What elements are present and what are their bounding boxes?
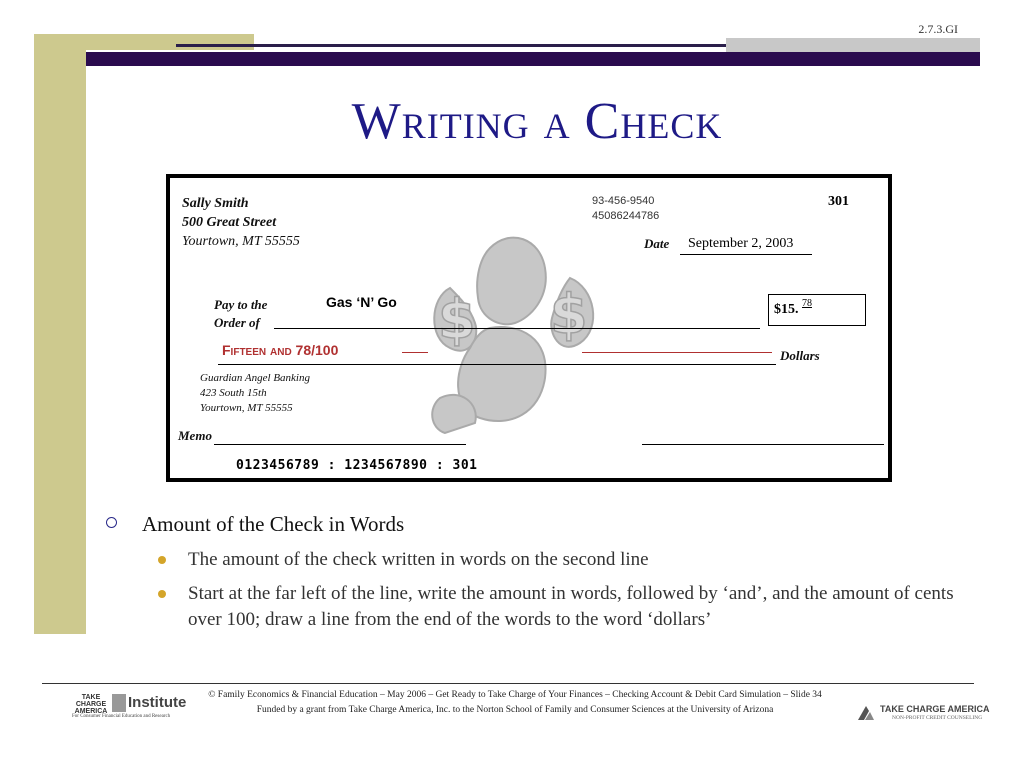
memo-line	[214, 444, 466, 445]
bank-address	[200, 371, 310, 416]
svg-text:$: $	[550, 283, 588, 346]
phone-number: 93-456-9540	[592, 195, 655, 207]
decor-top-line	[176, 44, 728, 47]
words-fill-line-b	[582, 352, 772, 353]
account-reference: 45086244786	[592, 210, 660, 222]
holder-street: 500 Great Street	[182, 215, 277, 230]
amount-in-words: Fifteen and 78/100	[222, 342, 339, 358]
slide-title: Writing a Check	[351, 93, 723, 150]
institute-logo-icon	[112, 694, 126, 712]
micr-line: 0123456789 : 1234567890 : 301	[236, 458, 478, 473]
footer-funding: Funded by a grant from Take Charge America, Inc. to the Norton School of Family and Consumer Sciences at the University of Arizona	[256, 705, 774, 715]
holder-name: Sally Smith	[182, 196, 249, 211]
right-logo-tagline: NON-PROFIT CREDIT COUNSELING	[892, 715, 983, 721]
check-image	[166, 174, 892, 482]
dot-bullet-icon	[158, 590, 166, 598]
decor-purple-bar	[86, 52, 980, 66]
bullet-sub-1-text: The amount of the check written in words on the second line	[188, 549, 649, 570]
bullet-sub-2-text: Start at the far left of the line, write the amount in words, followed by ‘and’, and the amount of cents over 100; draw a line from the end of the words to the word ‘dollars’	[188, 583, 954, 630]
date-value: September 2, 2003	[688, 236, 794, 251]
footer-text	[150, 688, 880, 718]
right-logo-name: TAKE CHARGE AMERICA	[880, 704, 990, 714]
bank-city: Yourtown, MT 55555	[200, 402, 293, 414]
date-label: Date	[644, 236, 670, 251]
amount-dollars: $15.	[774, 302, 799, 317]
routing-info	[592, 194, 659, 224]
logo-mark-icon	[856, 702, 876, 722]
bank-name: Guardian Angel Banking	[200, 372, 310, 384]
holder-city: Yourtown, MT 55555	[182, 234, 300, 249]
institute-logo-name: Institute	[128, 694, 187, 711]
hollow-circle-bullet-icon	[106, 517, 117, 528]
footer-copyright: © Family Economics & Financial Education – May 2006 – Get Ready to Take Charge of Your Finances – Checking Account & Debit Card Simulation – Slide 34	[208, 690, 822, 700]
check-number: 301	[828, 194, 849, 209]
pay-to-line1: Pay to the	[214, 297, 268, 312]
footer-divider	[42, 683, 974, 684]
institute-logo-brand: TAKE CHARGE AMERICA	[74, 694, 108, 715]
pay-to-line2: Order of	[214, 315, 260, 330]
guardian-angel-watermark	[420, 228, 610, 438]
payee-name: Gas ‘N’ Go	[326, 294, 397, 310]
account-holder-address	[182, 194, 300, 251]
dot-bullet-icon	[158, 556, 166, 564]
pay-to-label	[214, 296, 267, 332]
decor-tan-top	[34, 34, 254, 50]
payee-line	[274, 328, 760, 329]
dollars-label: Dollars	[780, 348, 820, 363]
decor-gray-block	[726, 38, 980, 52]
bullet-main-text: Amount of the Check in Words	[142, 512, 405, 536]
bank-street: 423 South 15th	[200, 387, 267, 399]
words-fill-line-a	[402, 352, 428, 353]
signature-line	[642, 444, 884, 445]
date-line	[680, 254, 812, 255]
memo-label: Memo	[178, 428, 212, 443]
institute-logo-sub: For Consumer Financial Education and Research	[72, 714, 171, 719]
amount-cents: 78	[802, 298, 812, 309]
words-line	[218, 364, 776, 365]
slide-id: 2.7.3.GI	[918, 22, 958, 36]
svg-text:$: $	[438, 288, 476, 351]
